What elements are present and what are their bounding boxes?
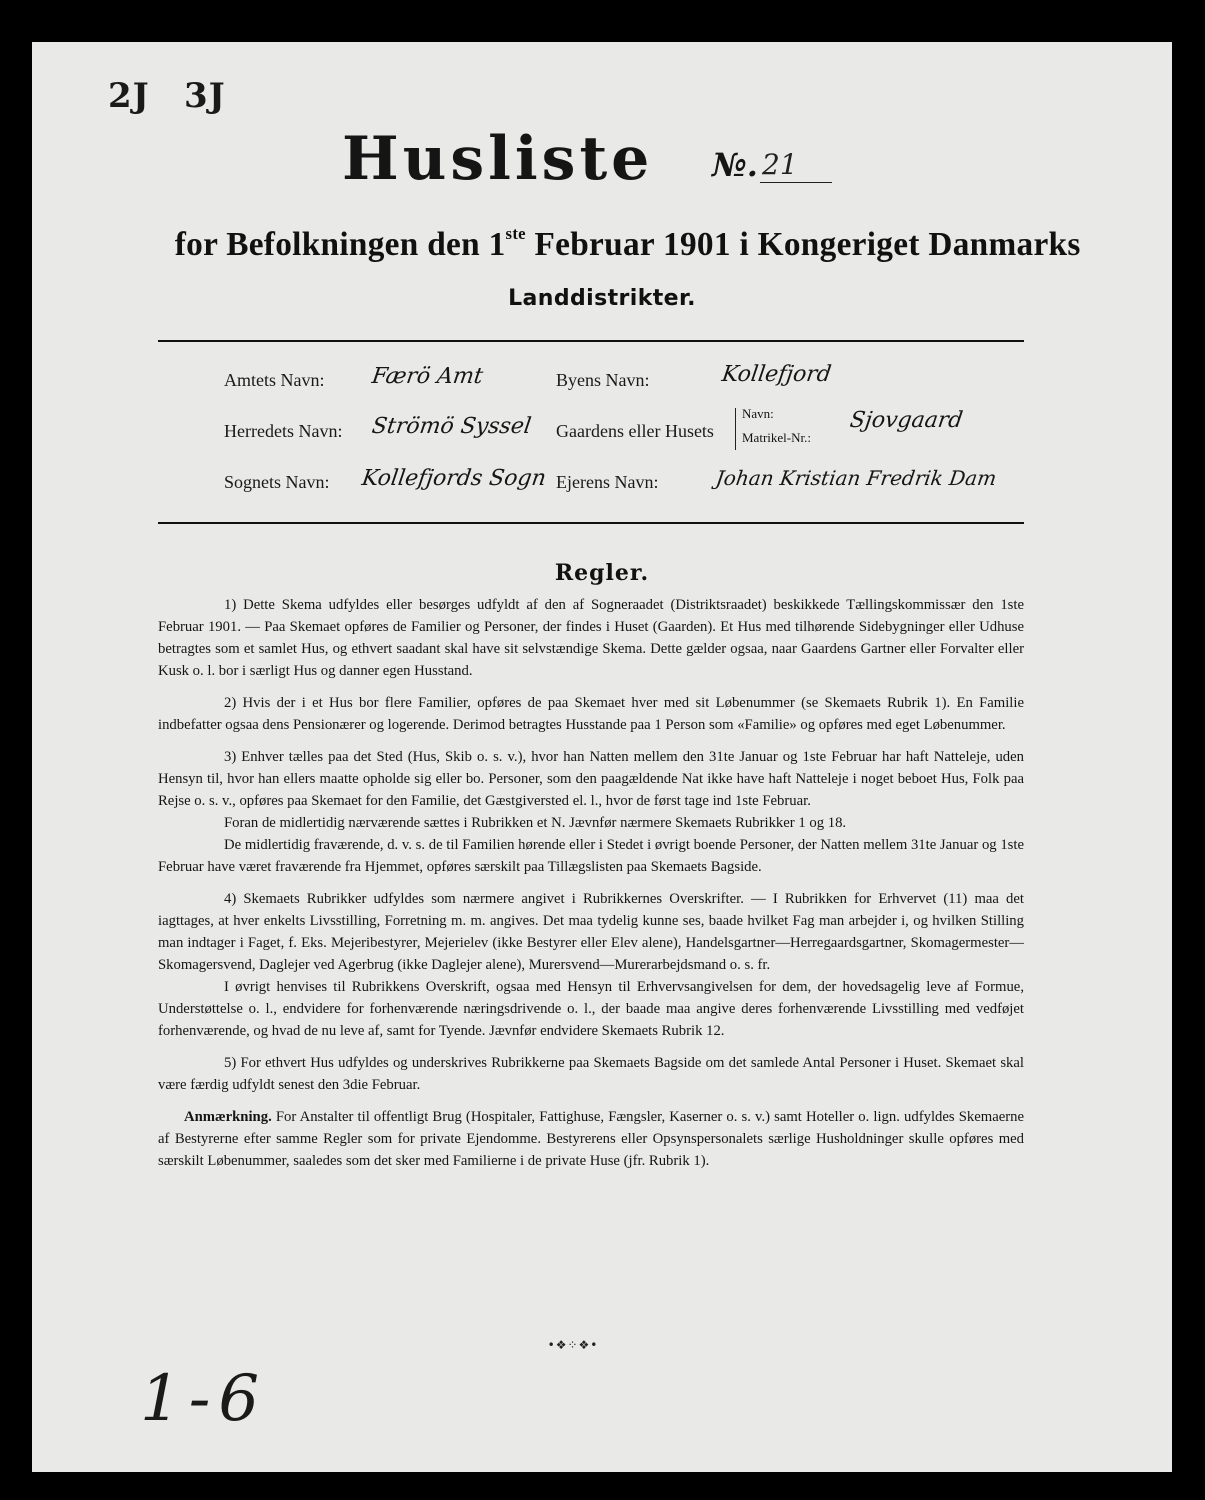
sogn-label: Sognets Navn: [224, 472, 330, 492]
by-label: Byens Navn: [556, 370, 650, 390]
top-divider [158, 340, 1024, 342]
rules-section [158, 594, 1024, 1182]
field-brace [735, 408, 736, 450]
navn-sublabel: Navn: [742, 406, 774, 421]
rule-1: 1) Dette Skema udfyldes eller besørges udfyldt af den af Sogneraadet (Distriktsraadet) beskikkede Tællingskommissær den 1ste Februar 1901. — Paa Skemaet opføres de Familier og Personer, der findes i Huset (Gaarden). Et Hus med tilhørende Sidebygninger eller Udhuse betragtes som et samlet Hus, og ethvert saadant skal have sit selvstændige Skema. Dette gælder ogsaa, naar Gaardens Gartner eller Forvalter eller Kusk o. l. bor i særligt Hus og danner egen Husstand. [158, 597, 1024, 679]
matrikel-sublabel: Matrikel-Nr.: [742, 430, 811, 445]
remark-label: Anmærkning. [184, 1109, 272, 1125]
remark-text: For Anstalter til offentligt Brug (Hospitaler, Fattighuse, Fængsler, Kaserner o. s. v.) samt Hoteller o. lign. udfyldes Skemaerne af Bestyrerne efter samme Regler som for private Ejendomme. Bestyrerens eller Opsynspersonalets særlige Husholdninger skulle opføres med særskilt Løbenummer, saaledes som det sker med Familierne i de private Huse (jfr. Rubrik 1). [158, 1109, 1024, 1169]
ejer-value: Johan Kristian Fredrik Dam [714, 466, 998, 490]
amt-label: Amtets Navn: [224, 370, 325, 390]
house-number-value: 21 [760, 148, 832, 183]
gaard-value: Sjovgaard [848, 408, 965, 433]
rule-3-part-2: Foran de midlertidig nærværende sættes i Rubrikken et N. Jævnfør nærmere Skemaets Rubrikker 1 og 18. [224, 815, 847, 831]
form-subtitle [174, 224, 1081, 264]
rule-2: 2) Hvis der i et Hus bor flere Familier, opføres de paa Skemaet hver med sit Løbenummer (se Skemaets Rubrik 1). En Familie indbefatter ogsaa dens Pensionærer og logerende. Derimod betragtes Husstande paa 1 Person som «Familie» og opføres med eget Løbenummer. [158, 695, 1024, 733]
corner-number-right: 3J [184, 76, 226, 116]
rule-4-part-2: I øvrigt henvises til Rubrikkens Overskrift, ogsaa med Hensyn til Erhvervsangivelsen for dem, der hovedsagelig leve af Formue, Understøttelse o. l., endvidere for forhenværende næringsdrivende o. l., der baade maa angive deres forhenværende Livsstilling med vedføjet forhenværende, og hvad de nu leve af, samt for Tyende. Jævnfør endvidere Skemaets Rubrik 12. [158, 979, 1024, 1039]
rule-5: 5) For ethvert Hus udfyldes og underskrives Rubrikkerne paa Skemaets Bagside om det samlede Antal Personer i Huset. Skemaet skal være færdig udfyldt senest den 3die Februar. [158, 1055, 1024, 1093]
district-heading: Landdistrikter. [508, 286, 696, 311]
subtitle-superscript: ste [505, 224, 526, 243]
gaard-label: Gaardens eller Husets [556, 421, 714, 441]
herred-label: Herredets Navn: [224, 421, 343, 441]
corner-number-left: 2J [108, 76, 150, 116]
rule-3: 3) Enhver tælles paa det Sted (Hus, Skib o. s. v.), hvor han Natten mellem den 31te Januar og 1ste Februar har haft Natteleje, uden Hensyn til, hvor han ellers maatte opholde sig eller bo. Personer, som den paagældende Nat ikke have haft Natteleje i noget beboet Hus, Folk paa Rejse o. s. v., opføres paa Skemaet for den Familie, det Gæstgiversted el. l., hvor de først tage ind 1ste Februar. [158, 749, 1024, 809]
subtitle-before: for Befolkningen den 1 [174, 226, 506, 263]
form-title: Husliste [342, 124, 654, 194]
remark [158, 1106, 1024, 1172]
by-value: Kollefjord [720, 362, 833, 387]
sogn-value: Kollefjords Sogn [360, 466, 548, 491]
ejer-label: Ejerens Navn: [556, 472, 659, 492]
amt-value: Færö Amt [370, 364, 485, 389]
herred-value: Strömö Syssel [370, 414, 533, 439]
rules-heading: Regler. [554, 560, 650, 586]
handwritten-range-annotation: 1-6 [140, 1362, 268, 1436]
subtitle-after: Februar 1901 i Kongeriget Danmarks [525, 226, 1081, 263]
rule-4: 4) Skemaets Rubrikker udfyldes som nærmere angivet i Rubrikkernes Overskrifter. — I Rubrikken for Erhvervet (11) maa det iagttages, at hver enkelts Livsstilling, Forretning m. m. angives. Det maa tydelig kunne ses, baade hvilket Fag man arbejder i, og hvilken Stilling man indtager i Faget, f. Eks. Mejeribestyrer, Mejerielev (ikke Bestyrer eller Elev alene), Handelsgartner—Herregaardsgartner, Skomagermester—Skomagersvend, Daglejer ved Agerbrug (ikke Daglejer alene), Murersvend—Murerarbejdsmand o. s. fr. [158, 891, 1024, 973]
bottom-divider [158, 522, 1024, 524]
census-form-page [32, 42, 1172, 1472]
number-label: №. [712, 146, 758, 184]
ornament-divider: •❖⁘❖• [547, 1338, 599, 1352]
rule-3-part-3: De midlertidig fraværende, d. v. s. de til Familien hørende eller i Stedet i øvrigt boende Personer, der Natten mellem 31te Januar og 1ste Februar have været fraværende fra Hjemmet, opføres særskilt paa Tillægslisten paa Skemaets Bagside. [158, 837, 1024, 875]
